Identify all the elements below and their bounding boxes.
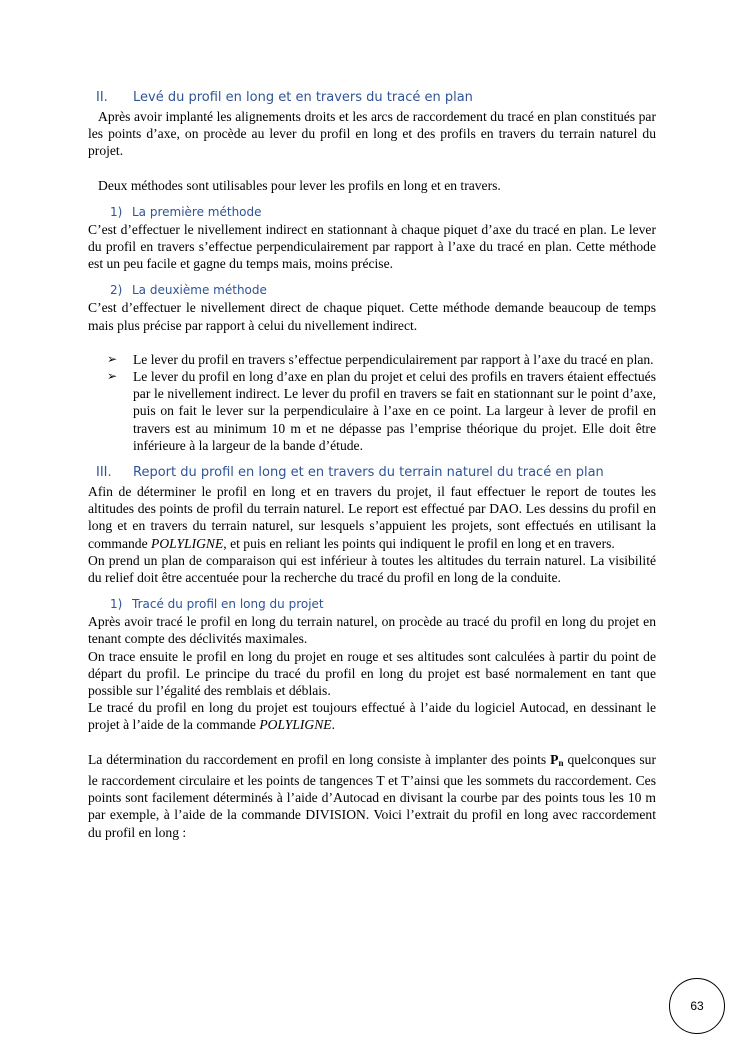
section-3-paragraph-1: Afin de déterminer le profil en long et en travers du projet, il faut effectuer le report de toutes les altitudes des points de profil du terrain naturel. Le report est effectué par DAO. Les dessins du profil en long et en travers du terrain naturel, sur lesquels s’appuient les projets, sont effectués en utilisant la commande POLYLIGNE, et puis en reliant les points qui indiquent le profil en long et en travers. — [88, 484, 656, 551]
section-3-heading — [88, 463, 656, 483]
section-3-paragraph-2: On prend un plan de comparaison qui est inférieur à toutes les altitudes du terrain naturel. La visibilité du relief doit être accentuée pour la recherche du tracé du profil en long de la conduite. — [88, 552, 656, 586]
command-name: POLYLIGNE — [151, 535, 224, 551]
method-2-heading — [88, 281, 656, 299]
section-2-heading — [88, 88, 656, 108]
method-1-text: C’est d’effectuer le nivellement indirect en stationnant à chaque piquet d’axe du tracé en plan. Le lever du profil en travers s’effectue perpendiculairement par rapport à l’axe du tracé en plan. Cette méthode est un peu facile et gagne du temps mais, moins précise. — [88, 221, 656, 272]
arrow-bullet-icon: ➢ — [107, 369, 118, 384]
method-1-number: 1) — [110, 204, 123, 219]
section-3-title: Report du profil en long et en travers du terrain naturel du tracé en plan — [133, 465, 604, 481]
method-2-text: C’est d’effectuer le nivellement direct de chaque piquet. Cette méthode demande beaucoup de temps mais plus précise par rapport à celui du nivellement indirect. — [88, 300, 656, 333]
subsection-1-heading — [88, 595, 656, 613]
page-content — [88, 88, 656, 841]
list-item — [107, 351, 656, 368]
bullet-list — [88, 351, 656, 454]
subsection-1-title: Tracé du profil en long du projet — [132, 597, 324, 612]
method-1-heading — [88, 203, 656, 221]
method-2-title: La deuxième méthode — [132, 283, 267, 298]
subsection-1-paragraph-4: La détermination du raccordement en profil en long consiste à implanter des points $P_n$ quelconques sur le raccordement circulaire et les points de tangences T et T’ainsi que les sommets du raccordement. Ces points sont facilement déterminés à l’aide d’Autocad en divisant la courbe par des points tous les 10 m par exemple, à l’aide de la commande DIVISION. Voici l’extrait du profil en long avec raccordement du profil en long : — [88, 751, 656, 840]
list-item-text: Le lever du profil en long d’axe en plan du projet et celui des profils en travers étaient effectués par le nivellement indirect. Le lever du profil en travers se fait en stationnant sur le point d’axe, puis on fait le lever sur la perpendiculaire à l’axe en ce point. La largeur à lever de profil en travers est au minimum 10 m et ne dépasse pas l’emprise théorique du projet. Elle doit être inférieure à la largeur de la bande d’étude. — [133, 369, 656, 453]
command-name: POLYLIGNE — [259, 717, 332, 733]
subsection-1-paragraph-2: On trace ensuite le profil en long du projet en rouge et ses altitudes sont calculées à partir du point de départ du profil. Le principe du tracé du profil en long du projet est basé normalement en tant que possible sur l’égalité des remblais et déblais. — [88, 648, 656, 699]
method-2-number: 2) — [110, 283, 123, 298]
arrow-bullet-icon: ➢ — [107, 351, 118, 366]
subsection-1-paragraph-3: Le tracé du profil en long du projet est toujours effectué à l’aide du logiciel Autocad, en dessinant le projet à l’aide de la commande POLYLIGNE. — [88, 700, 656, 733]
page-number-text: 63 — [690, 999, 704, 1013]
list-item-text: Le lever du profil en travers s’effectue perpendiculairement par rapport à l’axe du tracé en plan. — [133, 351, 654, 367]
list-item — [107, 368, 656, 454]
subsection-1-paragraph-1: Après avoir tracé le profil en long du terrain naturel, on procède au tracé du profil en long du projet en tenant compte des déclivités maximales. — [88, 614, 656, 647]
section-2-intro: Après avoir implanté les alignements droits et les arcs de raccordement du tracé en plan constitués par les points d’axe, on procède au lever du profil en long et des profils en travers du terrain naturel du projet. — [88, 109, 656, 159]
point-symbol: $P_n$ — [550, 751, 564, 768]
section-2-number: II. — [96, 90, 108, 105]
section-2-title: Levé du profil en long et en travers du tracé en plan — [133, 90, 473, 105]
method-1-title: La première méthode — [132, 204, 262, 219]
page-number — [669, 978, 725, 1034]
subsection-1-number: 1) — [110, 597, 123, 612]
methods-intro: Deux méthodes sont utilisables pour lever les profils en long et en travers. — [98, 177, 501, 193]
section-3-number: III. — [96, 465, 112, 481]
